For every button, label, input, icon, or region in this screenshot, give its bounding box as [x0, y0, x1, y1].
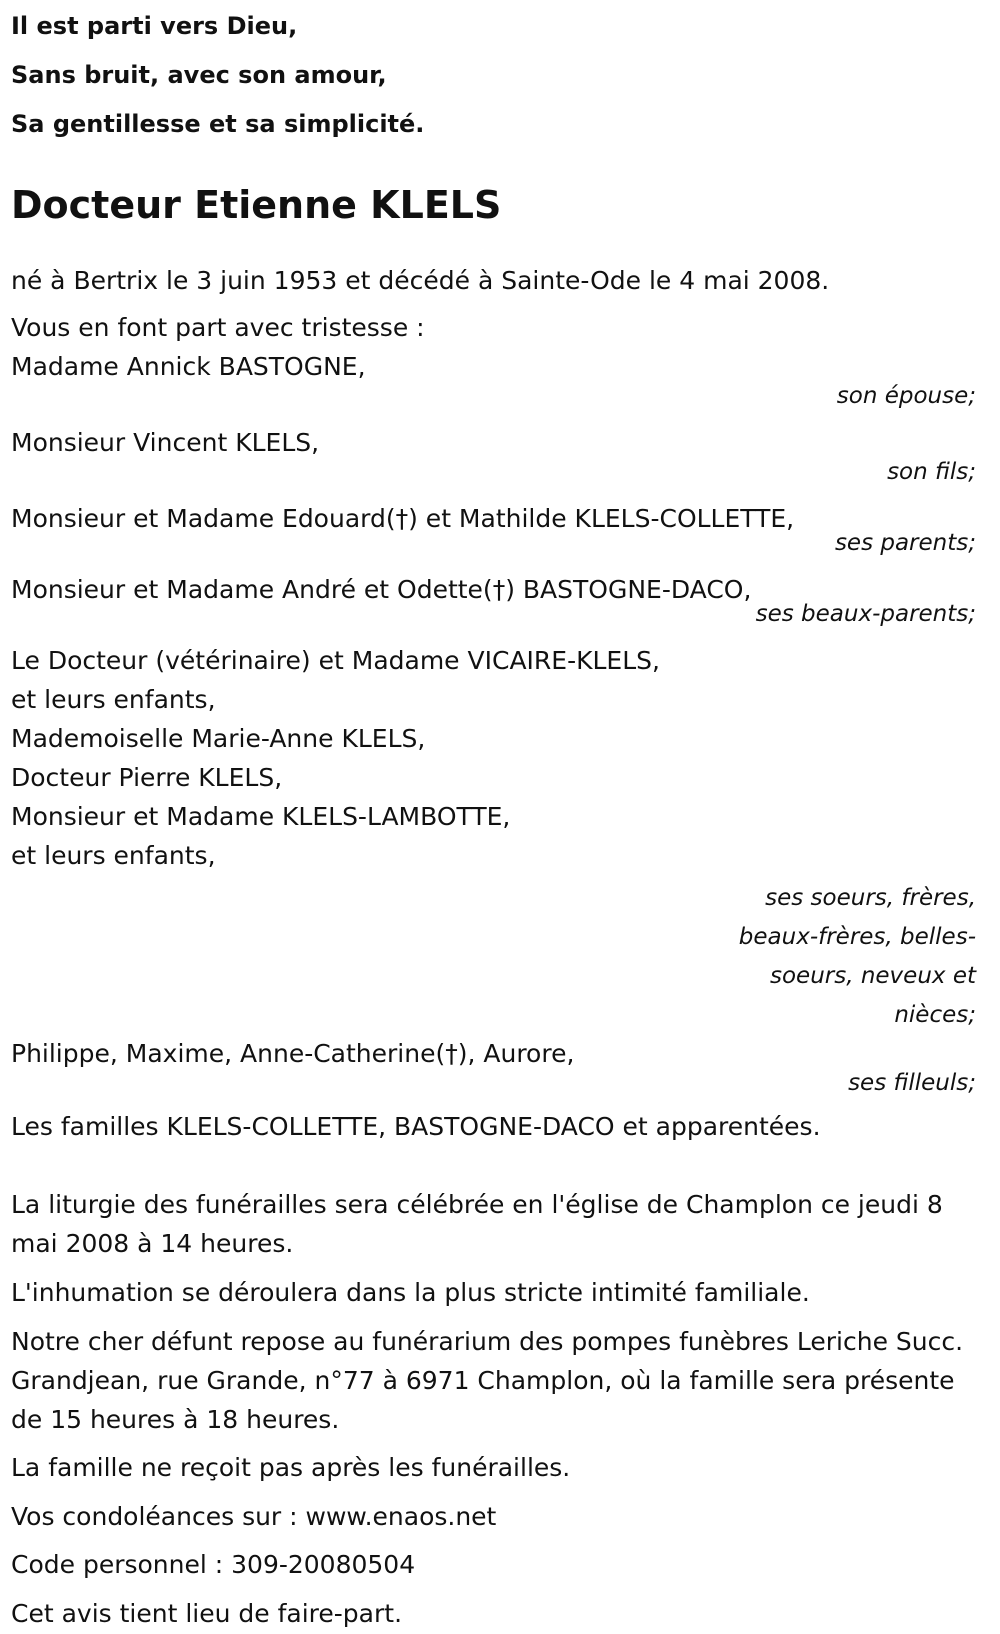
verse-line: Sans bruit, avec son amour,: [11, 61, 387, 89]
verse-line: Il est parti vers Dieu,: [11, 12, 298, 40]
inlaws-role: ses beaux-parents;: [755, 601, 976, 627]
spouse-role: son épouse;: [836, 383, 976, 409]
siblings-role-line: ses soeurs, frères,: [765, 885, 976, 911]
parents-name: Monsieur et Madame Edouard(†) et Mathilde KLELS-COLLETTE,: [11, 504, 795, 533]
obituary-notice: [11, 0, 989, 1634]
personal-code-line: Code personnel : 309-20080504: [11, 1550, 416, 1579]
sibling-line: Mademoiselle Marie-Anne KLELS,: [11, 724, 426, 753]
siblings-role: [11, 879, 989, 1035]
sibling-line: Le Docteur (vétérinaire) et Madame VICAIRE-KLELS,: [11, 646, 660, 675]
siblings-list: [11, 641, 989, 875]
burial-paragraph: L'inhumation se déroulera dans la plus stricte intimité familiale.: [11, 1278, 810, 1307]
godchildren-role: ses filleuls;: [848, 1070, 976, 1096]
liturgy-paragraph: La liturgie des funérailles sera célébrée en l'église de Champlon ce jeudi 8 mai 2008 à 14 heures.: [11, 1190, 943, 1258]
parents-role: ses parents;: [834, 530, 976, 556]
sibling-line: et leurs enfants,: [11, 685, 216, 714]
no-reception-paragraph: La famille ne reçoit pas après les funérailles.: [11, 1453, 571, 1482]
spouse-name: Madame Annick BASTOGNE,: [11, 352, 366, 381]
godchildren-name: Philippe, Maxime, Anne-Catherine(†), Aurore,: [11, 1039, 575, 1068]
inlaws-name: Monsieur et Madame André et Odette(†) BASTOGNE-DACO,: [11, 575, 752, 604]
siblings-role-line: soeurs, neveux et: [769, 963, 976, 989]
siblings-role-line: nièces;: [894, 1002, 976, 1028]
funeral-home-paragraph: Notre cher défunt repose au funérarium des pompes funèbres Leriche Succ. Grandjean, rue Grande, n°77 à 6971 Champlon, où la famille sera présente de 15 heures à 18 heures.: [11, 1327, 964, 1434]
son-role: son fils;: [887, 459, 976, 485]
condolences-line: Vos condoléances sur : www.enaos.net: [11, 1502, 497, 1531]
family-intro: Vous en font part avec tristesse :: [11, 313, 425, 342]
birth-death-line: né à Bertrix le 3 juin 1953 et décédé à Sainte-Ode le 4 mai 2008.: [11, 266, 830, 295]
notice-line: Cet avis tient lieu de faire-part.: [11, 1599, 403, 1628]
deceased-name: Docteur Etienne KLELS: [11, 183, 502, 227]
verse-line: Sa gentillesse et sa simplicité.: [11, 110, 425, 138]
sibling-line: et leurs enfants,: [11, 841, 216, 870]
sibling-line: Docteur Pierre KLELS,: [11, 763, 283, 792]
verse: [11, 2, 989, 149]
siblings-role-line: beaux-frères, belles-: [738, 924, 976, 950]
families-line: Les familles KLELS-COLLETTE, BASTOGNE-DACO et apparentées.: [11, 1112, 821, 1141]
son-name: Monsieur Vincent KLELS,: [11, 428, 320, 457]
sibling-line: Monsieur et Madame KLELS-LAMBOTTE,: [11, 802, 511, 831]
